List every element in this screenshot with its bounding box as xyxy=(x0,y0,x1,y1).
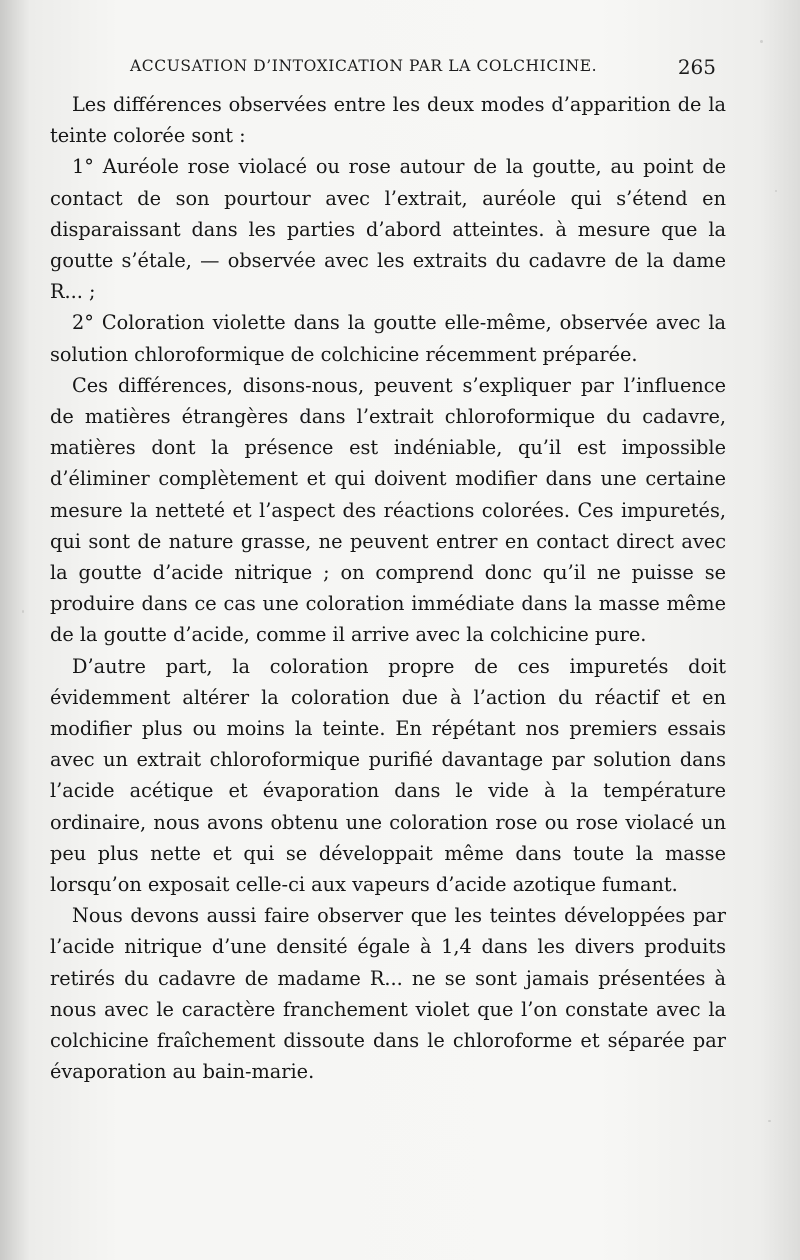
running-head xyxy=(50,55,716,85)
page-number: 265 xyxy=(677,55,716,79)
paragraph-intro: Les différences observées entre les deux modes d’apparition de la teinte colorée sont : xyxy=(50,93,726,148)
paper-speck xyxy=(775,190,777,192)
paragraph-autre-part: D’autre part, la coloration propre de ces impuretés doit évidemment altérer la coloration due à l’action du réactif et en modifier plus ou moins la teinte. En répétant nos premiers essais avec un extrait chloroformique purifié davantage par solution dans l’acide acétique et évaporation dans le vide à la température ordinaire, nous avons obtenu une coloration rose ou rose violacé un peu plus nette et qui se développait même dans toute la masse lorsqu’on exposait celle-ci aux vapeurs d’acide azotique fumant. xyxy=(50,654,726,897)
paragraph-point-1: 1° Auréole rose violacé ou rose autour de la goutte, au point de contact de son pourtour avec l’extrait, auréole qui s’étend en disparaissant dans les parties d’abord atteintes. à mesure que la goutte s’étale, — observée avec les extraits du cadavre de la dame R... ; xyxy=(50,155,726,304)
paper-speck xyxy=(760,40,763,43)
paragraph-teintes: Nous devons aussi faire observer que les teintes développées par l’acide nitrique d’une densité égale à 1,4 dans les divers produits retirés du cadavre de madame R... ne se sont jamais présentées à nous avec le caractère franchement violet que l’on constate avec la colchicine fraîchement dissoute dans le chloroforme et séparée par évaporation au bain-marie. xyxy=(50,904,726,1084)
paper-speck xyxy=(22,610,24,613)
body-text xyxy=(50,89,726,1088)
paragraph-differences: Ces différences, disons-nous, peuvent s’expliquer par l’influence de matières étrangères dans l’extrait chloroformique du cadavre, matières dont la présence est indéniable, qu’il est impossible d’éliminer complètement et qui doivent modifier dans une certaine mesure la netteté et l’aspect des réactions colorées. Ces impuretés, qui sont de nature grasse, ne peuvent entrer en contact direct avec la goutte d’acide nitrique ; on comprend donc qu’il ne puisse se produire dans ce cas une coloration immédiate dans la masse même de la goutte d’acide, comme il arrive avec la colchicine pure. xyxy=(50,373,726,647)
paper-speck xyxy=(768,1120,771,1122)
running-title: ACCUSATION D’INTOXICATION PAR LA COLCHICINE. xyxy=(130,57,598,75)
paragraph-point-2: 2° Coloration violette dans la goutte elle-même, observée avec la solution chloroformique de colchicine récemment préparée. xyxy=(50,311,726,366)
